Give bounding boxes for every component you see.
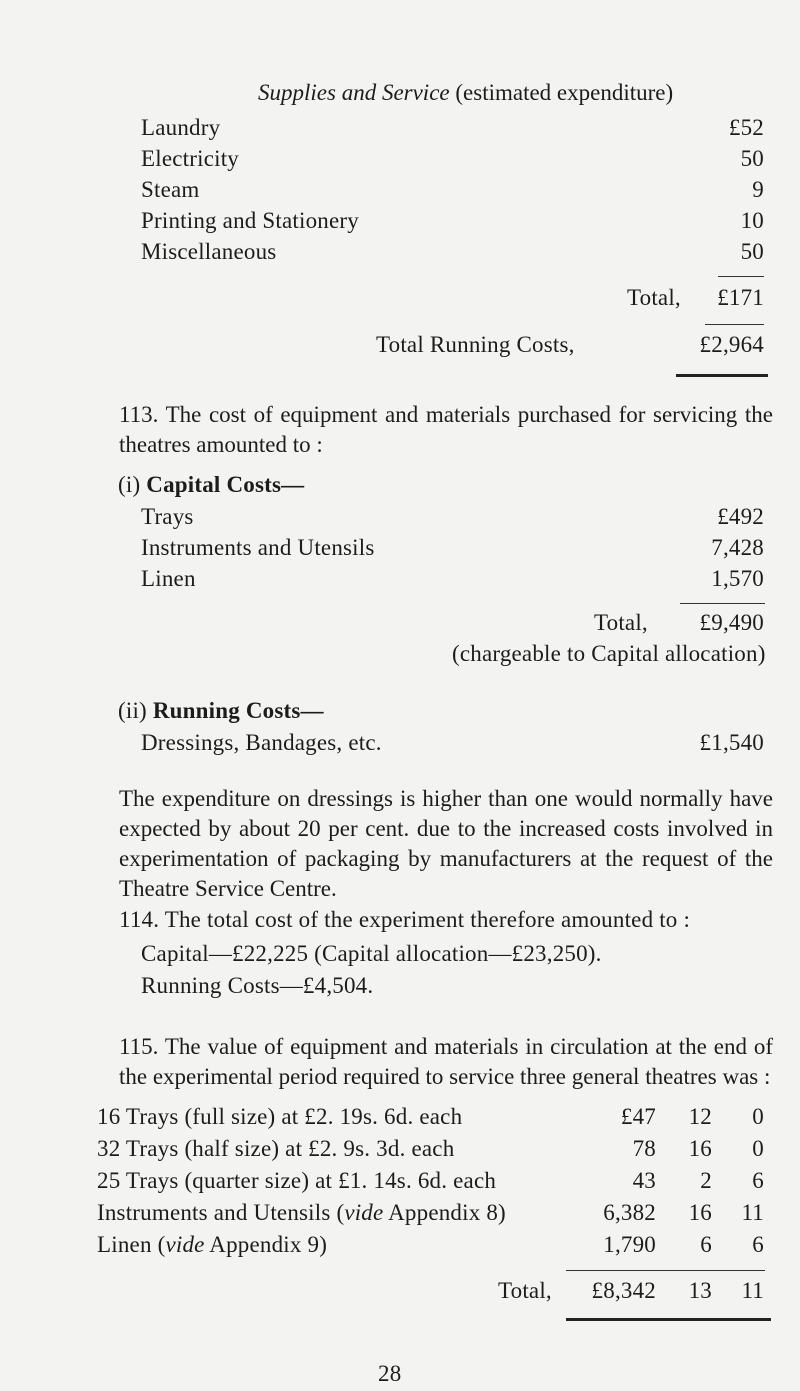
circulation-shillings: 16 (688, 1136, 712, 1161)
paragraph-114: 114. The total cost of the experiment therefore amounted to : (119, 907, 691, 932)
supplies-item-label: Steam (141, 177, 200, 202)
running-costs-heading: (ii) Running Costs— (118, 698, 324, 723)
capital-note: (chargeable to Capital allocation) (452, 641, 766, 666)
circulation-total-shillings: 13 (688, 1278, 712, 1303)
circulation-pounds: 6,382 (603, 1200, 656, 1225)
total-running-label: Total Running Costs, (376, 332, 575, 357)
circulation-pounds: 1,790 (603, 1232, 656, 1257)
circulation-shillings: 12 (688, 1104, 712, 1129)
circulation-pounds: 43 (632, 1168, 656, 1193)
circulation-pence: 0 (752, 1136, 764, 1161)
supplies-total-amount: £171 (717, 285, 764, 310)
capital-item-amount: 1,570 (711, 566, 764, 591)
supplies-item-amount: 9 (752, 177, 764, 202)
circulation-pence: 6 (752, 1168, 764, 1193)
circulation-pence: 6 (752, 1232, 764, 1257)
running-cost-line: Running Costs—£4,504. (141, 973, 374, 998)
paragraph-113: 113. The cost of equipment and materials purchased for servicing the theatres amounted to : (119, 402, 773, 457)
circulation-subtotal-rule (566, 1270, 765, 1271)
circulation-item-label: 32 Trays (half size) at £2. 9s. 3d. each (97, 1136, 455, 1161)
circulation-pounds: 78 (632, 1136, 656, 1161)
circulation-item-label: Linen (vide Appendix 9) (97, 1232, 328, 1257)
capital-item-amount: 7,428 (711, 535, 764, 560)
circulation-shillings: 16 (688, 1200, 712, 1225)
running-item-label: Dressings, Bandages, etc. (141, 730, 382, 755)
expenditure-paragraph: The expenditure on dressings is higher than one would normally have expected by about 20 per cent. due to the increased costs involved in experimentation of packaging by manufacturers at the request of the Theatre Service Centre. (119, 786, 773, 901)
circulation-shillings: 2 (700, 1168, 712, 1193)
supplies-heading: Supplies and Service (estimated expenditure) (258, 80, 674, 105)
circulation-item-label: 16 Trays (full size) at £2. 19s. 6d. each (97, 1104, 463, 1129)
circulation-total-pounds: £8,342 (591, 1278, 656, 1303)
double-rule (676, 374, 768, 377)
supplies-total-label: Total, (627, 285, 681, 310)
capital-cost-line: Capital—£22,225 (Capital allocation—£23,250). (141, 941, 602, 966)
circulation-pounds: £47 (620, 1104, 656, 1129)
circulation-double-rule (566, 1318, 771, 1321)
supplies-item-amount: 50 (740, 146, 764, 171)
supplies-item-label: Printing and Stationery (141, 208, 359, 233)
capital-subtotal-rule (680, 603, 765, 604)
supplies-item-label: Miscellaneous (141, 239, 277, 264)
capital-item-label: Instruments and Utensils (141, 535, 375, 560)
total-running-amount: £2,964 (699, 332, 764, 357)
capital-total-label: Total, (594, 610, 648, 635)
page-number: 28 (378, 1361, 402, 1386)
circulation-total-label: Total, (498, 1278, 552, 1303)
supplies-item-label: Laundry (141, 115, 221, 140)
circulation-shillings: 6 (700, 1232, 712, 1257)
supplies-item-amount: £52 (728, 115, 764, 140)
subtotal-rule (718, 276, 764, 277)
circulation-pence: 11 (741, 1200, 764, 1225)
supplies-item-amount: 50 (740, 239, 764, 264)
circulation-pence: 0 (752, 1104, 764, 1129)
capital-item-amount: £492 (717, 504, 764, 529)
total-rule (705, 324, 764, 325)
supplies-item-label: Electricity (141, 146, 239, 171)
circulation-item-label: 25 Trays (quarter size) at £1. 14s. 6d. each (97, 1168, 497, 1193)
running-item-amount: £1,540 (699, 730, 764, 755)
paragraph-115: 115. The value of equipment and materials in circulation at the end of the experimental period required to service three general theatres was : (119, 1034, 773, 1089)
capital-costs-heading: (i) Capital Costs— (118, 472, 305, 497)
circulation-total-pence: 11 (741, 1278, 764, 1303)
capital-total-amount: £9,490 (699, 610, 764, 635)
capital-item-label: Linen (141, 566, 196, 591)
circulation-item-label: Instruments and Utensils (vide Appendix 8) (97, 1200, 506, 1225)
capital-item-label: Trays (141, 504, 194, 529)
supplies-item-amount: 10 (740, 208, 764, 233)
